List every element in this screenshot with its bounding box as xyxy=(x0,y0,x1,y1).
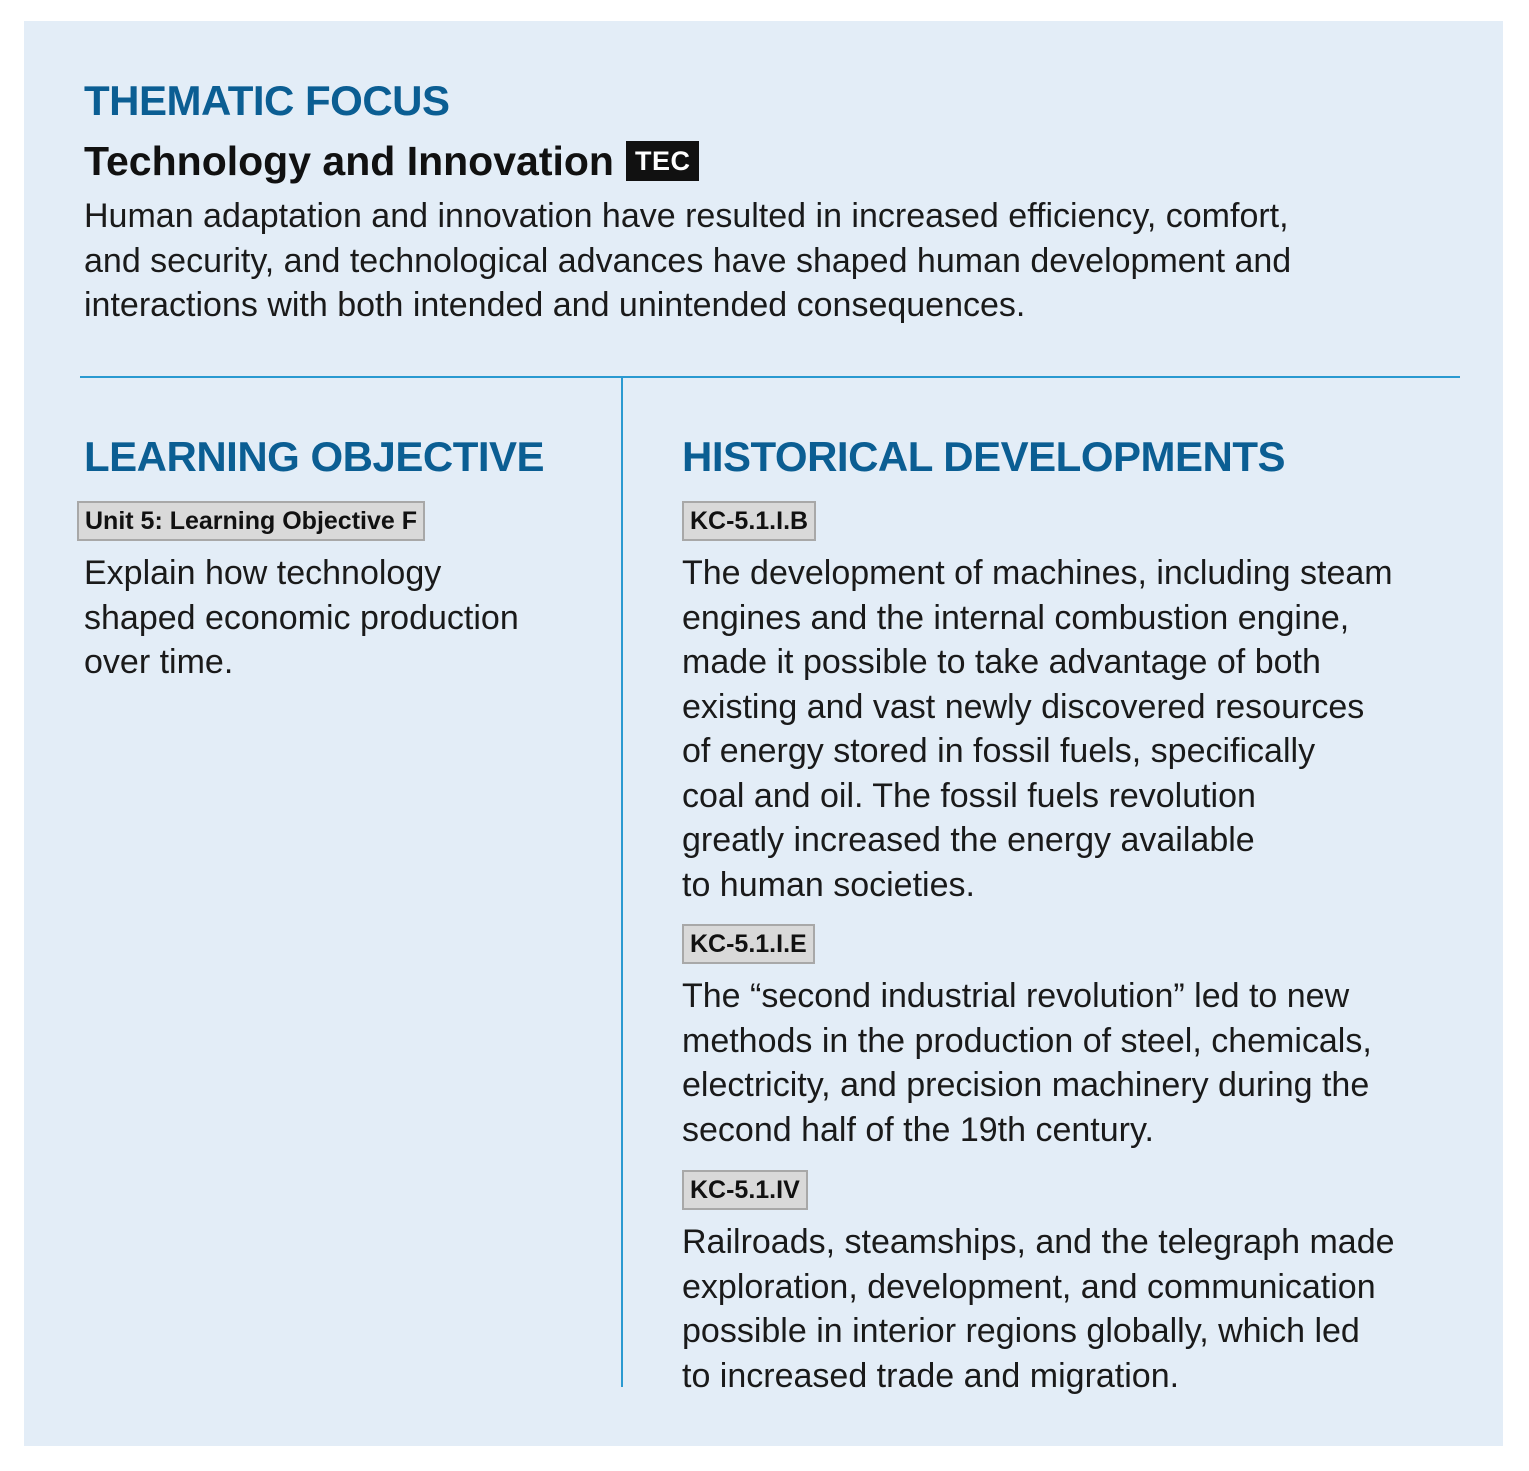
key-concept-line: existing and vast newly discovered resources xyxy=(682,687,1365,726)
focus-description-line: Human adaptation and innovation have resulted in increased efficiency, comfort, xyxy=(84,197,1289,235)
key-concept-line: The development of machines, including steam xyxy=(682,554,1393,592)
tec-badge: TEC xyxy=(626,141,700,181)
focus-title xyxy=(84,138,699,184)
focus-description xyxy=(84,194,1424,328)
key-concept-line: Railroads, steamships, and the telegraph made xyxy=(682,1223,1395,1261)
key-concept-line: methods in the production of steel, chemicals, xyxy=(682,1021,1372,1060)
learning-objective-line: Explain how technology xyxy=(84,554,442,592)
key-concept-block xyxy=(682,1170,1462,1398)
focus-title-text: Technology and Innovation xyxy=(84,138,614,184)
key-concept-line: made it possible to take advantage of both xyxy=(682,643,1321,681)
historical-developments-heading: HISTORICAL DEVELOPMENTS xyxy=(682,433,1286,480)
focus-description-line: interactions with both intended and unintended consequences. xyxy=(84,286,1026,324)
learning-objective-tag: Unit 5: Learning Objective F xyxy=(77,501,425,541)
learning-objective-heading: LEARNING OBJECTIVE xyxy=(84,433,545,480)
learning-objective-line: shaped economic production xyxy=(84,598,519,637)
key-concept-line: exploration, development, and communication xyxy=(682,1267,1376,1306)
vertical-divider xyxy=(621,377,623,1387)
key-concept-text xyxy=(682,551,1462,907)
key-concept-tag: KC-5.1.IV xyxy=(682,1170,808,1210)
key-concept-tag: KC-5.1.I.E xyxy=(682,924,815,964)
key-concept-line: coal and oil. The fossil fuels revolution xyxy=(682,776,1256,815)
key-concept-tag: KC-5.1.I.B xyxy=(682,501,816,541)
key-concept-line: to increased trade and migration. xyxy=(682,1356,1180,1395)
learning-objective-line: over time. xyxy=(84,643,234,681)
key-concept-line: possible in interior regions globally, which led xyxy=(682,1312,1360,1350)
key-concept-block xyxy=(682,501,1462,907)
key-concept-line: The “second industrial revolution” led to new xyxy=(682,977,1350,1015)
horizontal-divider xyxy=(80,376,1460,378)
key-concept-text xyxy=(682,1220,1462,1398)
thematic-focus-heading: THEMATIC FOCUS xyxy=(84,77,450,124)
key-concept-line: of energy stored in fossil fuels, specifically xyxy=(682,732,1316,770)
key-concept-line: to human societies. xyxy=(682,865,975,904)
key-concept-line: second half of the 19th century. xyxy=(682,1110,1154,1149)
learning-objective-text xyxy=(84,551,584,685)
key-concept-line: engines and the internal combustion engine, xyxy=(682,598,1350,637)
key-concept-block xyxy=(682,924,1462,1152)
key-concept-text xyxy=(682,974,1462,1152)
focus-description-line: and security, and technological advances have shaped human development and xyxy=(84,241,1292,280)
key-concept-line: electricity, and precision machinery during the xyxy=(682,1066,1370,1104)
key-concept-line: greatly increased the energy available xyxy=(682,821,1255,859)
